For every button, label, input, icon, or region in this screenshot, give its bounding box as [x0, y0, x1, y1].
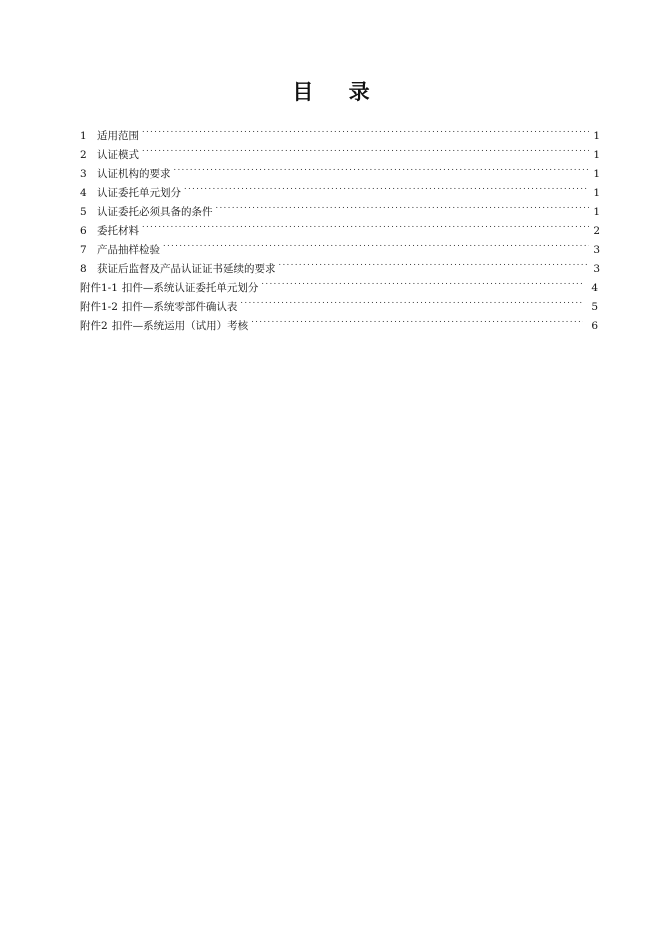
- toc-entry-title: 委托材料: [97, 225, 139, 237]
- toc-entry-page: 2: [593, 225, 600, 237]
- toc-entry-page: 4: [591, 282, 598, 294]
- toc-entry-page: 1: [593, 206, 600, 218]
- toc-entry-number: 5: [80, 206, 87, 218]
- toc-entry-title: 认证委托必须具备的条件: [97, 206, 213, 218]
- toc-entry-title: 产品抽样检验: [97, 244, 160, 256]
- toc-entry-number: 2: [80, 149, 87, 161]
- toc-dot-leader: [240, 291, 583, 310]
- toc-entry[interactable]: [80, 158, 600, 180]
- toc-entry[interactable]: [80, 120, 600, 142]
- toc-entry-title: 认证模式: [97, 149, 139, 161]
- toc-entry-page: 5: [591, 301, 598, 313]
- toc-dot-leader: [163, 234, 589, 253]
- toc-entry-title: 适用范围: [97, 130, 139, 142]
- toc-entry-page: 1: [593, 149, 600, 161]
- toc-entry-title: 扣件—系统零部件确认表: [121, 301, 238, 313]
- toc-dot-leader: [261, 272, 583, 291]
- toc-entry-title: 认证委托单元划分: [97, 187, 181, 199]
- toc-entry-number: 4: [80, 187, 87, 199]
- toc-entry-page: 3: [593, 244, 600, 256]
- toc-entry[interactable]: [80, 215, 600, 237]
- toc-entry-number: 3: [80, 168, 87, 180]
- toc-entry-number: 附件2: [80, 320, 108, 332]
- toc-dot-leader: [174, 158, 590, 177]
- toc-dot-leader: [184, 177, 589, 196]
- toc-dot-leader: [142, 215, 589, 234]
- toc-dot-leader: [279, 253, 590, 272]
- toc-entry-page: 1: [593, 168, 600, 180]
- toc-entry[interactable]: [80, 234, 600, 256]
- toc-dot-leader: [216, 196, 590, 215]
- toc-entry-number: 6: [80, 225, 87, 237]
- toc-dot-leader: [142, 139, 589, 158]
- toc-entry[interactable]: [80, 139, 600, 161]
- toc-dot-leader: [251, 310, 583, 329]
- toc-entry-page: 6: [591, 320, 598, 332]
- toc-entry-number: 8: [80, 263, 87, 275]
- toc-entry-number: 7: [80, 244, 87, 256]
- toc-entry-number: 附件1-1: [80, 282, 118, 294]
- toc-entry-number: 附件1-2: [80, 301, 118, 313]
- toc-entry-title: 获证后监督及产品认证证书延续的要求: [97, 263, 276, 275]
- toc-dot-leader: [142, 120, 589, 139]
- toc-entry-title: 扣件—系统认证委托单元划分: [121, 282, 259, 294]
- toc-entry-page: 3: [593, 263, 600, 275]
- toc-entry-title: 扣件—系统运用（试用）考核: [111, 320, 249, 332]
- toc-entry-page: 1: [593, 187, 600, 199]
- toc-entry-number: 1: [80, 130, 87, 142]
- toc-entry-page: 1: [593, 130, 600, 142]
- table-of-contents: [80, 120, 600, 332]
- toc-entry-title: 认证机构的要求: [97, 168, 171, 180]
- page-title: 目 录: [292, 79, 384, 104]
